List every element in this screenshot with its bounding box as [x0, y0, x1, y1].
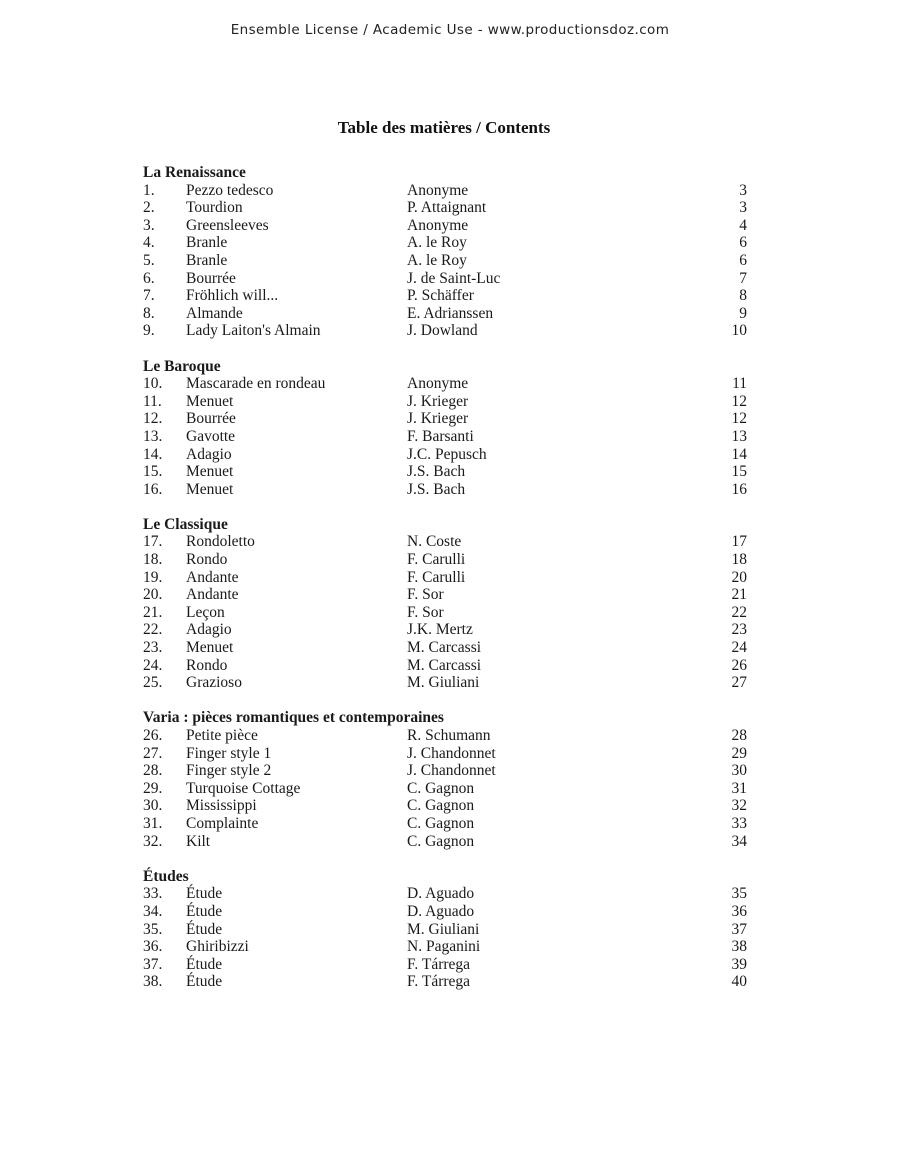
toc-section	[143, 164, 747, 340]
piece-title: Étude	[186, 920, 223, 938]
toc-entry	[143, 182, 747, 200]
composer-name: J. Krieger	[407, 392, 469, 410]
entry-number: 5.	[143, 251, 155, 269]
entry-number: 29.	[143, 779, 163, 797]
composer-name: P. Schäffer	[407, 287, 474, 305]
entry-number: 30.	[143, 797, 163, 815]
entry-number: 7.	[143, 287, 155, 305]
page-number: 8	[739, 287, 747, 305]
page-number: 32	[731, 797, 747, 815]
toc-entry	[143, 270, 747, 288]
piece-title: Petite pièce	[186, 727, 258, 744]
composer-name: C. Gagnon	[407, 832, 475, 850]
piece-title: Branle	[186, 251, 228, 269]
composer-name: N. Coste	[407, 533, 462, 551]
page-number: 12	[731, 410, 747, 428]
piece-title: Étude	[186, 955, 223, 973]
toc-entry	[143, 199, 747, 217]
page-number: 34	[731, 832, 747, 850]
piece-title: Mascarade en rondeau	[186, 375, 326, 393]
toc-entry	[143, 797, 747, 815]
composer-name: J. de Saint-Luc	[407, 269, 501, 287]
entry-number: 6.	[143, 269, 155, 287]
entry-number: 8.	[143, 304, 155, 322]
toc-section	[143, 358, 747, 499]
composer-name: D. Aguado	[407, 902, 475, 920]
toc-entry	[143, 745, 747, 763]
composer-name: F. Tárrega	[407, 955, 471, 973]
composer-name: J. Dowland	[407, 322, 478, 340]
composer-name: C. Gagnon	[407, 779, 475, 797]
toc-entry	[143, 217, 747, 235]
composer-name: F. Sor	[407, 603, 444, 621]
entry-number: 23.	[143, 639, 163, 657]
piece-title: Adagio	[186, 621, 232, 639]
toc-entry	[143, 815, 747, 833]
toc-entry	[143, 621, 747, 639]
piece-title: Étude	[186, 973, 223, 991]
entry-number: 26.	[143, 727, 163, 744]
composer-name: M. Carcassi	[407, 639, 482, 657]
section-title: Varia : pièces romantiques et contemporaines	[143, 709, 444, 727]
entry-number: 28.	[143, 762, 163, 780]
toc-entry	[143, 674, 747, 692]
composer-name: C. Gagnon	[407, 797, 475, 815]
piece-title: Complainte	[186, 814, 259, 832]
toc-entry	[143, 481, 747, 499]
toc-entry	[143, 657, 747, 675]
entry-number: 11.	[143, 392, 162, 410]
license-header: Ensemble License / Academic Use - www.productionsdoz.com	[230, 22, 670, 38]
piece-title: Fröhlich will...	[186, 287, 279, 305]
toc-entry	[143, 375, 747, 393]
composer-name: D. Aguado	[407, 885, 475, 903]
composer-name: M. Giuliani	[407, 674, 480, 692]
entry-number: 35.	[143, 920, 163, 938]
toc-entry	[143, 586, 747, 604]
composer-name: J.S. Bach	[407, 480, 466, 498]
page-number: 16	[731, 480, 747, 498]
composer-name: F. Carulli	[407, 551, 466, 569]
composer-name: F. Carulli	[407, 568, 466, 586]
toc-entry	[143, 762, 747, 780]
piece-title: Almande	[186, 304, 243, 322]
piece-title: Finger style 1	[186, 744, 272, 762]
composer-name: R. Schumann	[407, 727, 491, 744]
composer-name: A. le Roy	[407, 251, 467, 269]
toc-entry	[143, 252, 747, 270]
toc-entry	[143, 428, 747, 446]
toc-entry	[143, 410, 747, 428]
composer-name: F. Tárrega	[407, 973, 471, 991]
entry-number: 1.	[143, 181, 155, 199]
page-number: 37	[731, 920, 747, 938]
toc-section	[143, 868, 747, 991]
composer-name: Anonyme	[407, 375, 469, 393]
toc-entry	[143, 921, 747, 939]
page-number: 4	[739, 216, 747, 234]
piece-title: Gavotte	[186, 427, 236, 445]
section-title: Études	[143, 867, 189, 885]
entry-number: 18.	[143, 551, 163, 569]
composer-name: J.C. Pepusch	[407, 445, 487, 463]
entry-number: 24.	[143, 656, 163, 674]
piece-title: Bourrée	[186, 410, 236, 428]
piece-title: Étude	[186, 902, 223, 920]
piece-title: Mississippi	[186, 797, 257, 815]
piece-title: Andante	[186, 586, 239, 604]
entry-number: 10.	[143, 375, 163, 393]
toc-entry	[143, 234, 747, 252]
piece-title: Leçon	[186, 603, 225, 621]
page-number: 17	[731, 533, 747, 551]
page-number: 21	[731, 586, 747, 604]
page-number: 18	[731, 551, 747, 569]
piece-title: Finger style 2	[186, 762, 272, 780]
entry-number: 31.	[143, 814, 163, 832]
page-number: 22	[731, 603, 747, 621]
entry-number: 37.	[143, 955, 163, 973]
toc-entry	[143, 287, 747, 305]
entry-number: 3.	[143, 216, 155, 234]
entry-number: 14.	[143, 445, 163, 463]
piece-title: Étude	[186, 885, 223, 903]
page-number: 3	[739, 199, 747, 217]
toc-entry	[143, 973, 747, 991]
toc-entry	[143, 639, 747, 657]
section-title: Le Baroque	[143, 357, 221, 375]
piece-title: Menuet	[186, 480, 234, 498]
entry-number: 17.	[143, 533, 163, 551]
page-number: 31	[731, 779, 747, 797]
entry-number: 20.	[143, 586, 163, 604]
page-number: 7	[739, 269, 747, 287]
composer-name: J. Chandonnet	[407, 762, 496, 780]
piece-title: Branle	[186, 234, 228, 252]
page-number: 6	[739, 251, 747, 269]
entry-number: 16.	[143, 480, 163, 498]
page-number: 10	[731, 322, 747, 340]
page-number: 33	[731, 814, 747, 832]
piece-title: Grazioso	[186, 674, 242, 692]
entry-number: 22.	[143, 621, 163, 639]
page-number: 29	[731, 744, 747, 762]
page-number: 35	[731, 885, 747, 903]
page-number: 12	[731, 392, 747, 410]
entry-number: 33.	[143, 885, 163, 903]
page-number: 13	[731, 427, 747, 445]
entry-number: 13.	[143, 427, 163, 445]
toc-entry	[143, 446, 747, 464]
entry-number: 25.	[143, 674, 163, 692]
toc-entry	[143, 551, 747, 569]
page-number: 27	[731, 674, 747, 692]
composer-name: F. Sor	[407, 586, 444, 604]
piece-title: Menuet	[186, 463, 234, 481]
entry-number: 36.	[143, 938, 163, 956]
toc-entry	[143, 393, 747, 411]
page-number: 9	[739, 304, 747, 322]
piece-title: Menuet	[186, 392, 234, 410]
composer-name: M. Giuliani	[407, 920, 480, 938]
toc-entry	[143, 833, 747, 851]
page-number: 28	[731, 727, 747, 744]
toc-entry	[143, 780, 747, 798]
toc-entry	[143, 305, 747, 323]
piece-title: Ghiribizzi	[186, 938, 249, 956]
composer-name: A. le Roy	[407, 234, 467, 252]
section-title: La Renaissance	[143, 164, 246, 181]
page-number: 40	[731, 973, 747, 991]
piece-title: Rondo	[186, 656, 228, 674]
toc-entry	[143, 463, 747, 481]
toc-entry	[143, 322, 747, 340]
piece-title: Lady Laiton's Almain	[186, 322, 321, 340]
entry-number: 2.	[143, 199, 155, 217]
entry-number: 9.	[143, 322, 155, 340]
composer-name: J.K. Mertz	[407, 621, 473, 639]
page-title: Table des matières / Contents	[337, 118, 551, 137]
page-number: 36	[731, 902, 747, 920]
composer-name: Anonyme	[407, 181, 469, 199]
page-number: 38	[731, 938, 747, 956]
toc-entry	[143, 727, 747, 745]
page-number: 30	[731, 762, 747, 780]
page-number: 14	[731, 445, 747, 463]
piece-title: Andante	[186, 568, 239, 586]
page-number: 23	[731, 621, 747, 639]
toc-entry	[143, 885, 747, 903]
entry-number: 15.	[143, 463, 163, 481]
composer-name: Anonyme	[407, 216, 469, 234]
entry-number: 4.	[143, 234, 155, 252]
toc-entry	[143, 938, 747, 956]
piece-title: Menuet	[186, 639, 234, 657]
page-number: 24	[731, 639, 747, 657]
piece-title: Greensleeves	[186, 216, 269, 234]
composer-name: C. Gagnon	[407, 814, 475, 832]
entry-number: 12.	[143, 410, 163, 428]
composer-name: J.S. Bach	[407, 463, 466, 481]
piece-title: Turquoise Cottage	[186, 779, 301, 797]
piece-title: Bourrée	[186, 269, 236, 287]
toc-section	[143, 516, 747, 692]
composer-name: E. Adrianssen	[407, 304, 494, 322]
page-number: 26	[731, 656, 747, 674]
page-number: 39	[731, 955, 747, 973]
toc-entry	[143, 569, 747, 587]
page-number: 15	[731, 463, 747, 481]
page-number: 11	[732, 375, 747, 393]
toc-entry	[143, 533, 747, 551]
piece-title: Pezzo tedesco	[186, 181, 274, 199]
entry-number: 19.	[143, 568, 163, 586]
entry-number: 38.	[143, 973, 163, 991]
composer-name: M. Carcassi	[407, 656, 482, 674]
section-title: Le Classique	[143, 515, 228, 533]
table-of-contents	[143, 164, 747, 1009]
piece-title: Rondoletto	[186, 533, 255, 551]
composer-name: J. Chandonnet	[407, 744, 496, 762]
piece-title: Adagio	[186, 445, 232, 463]
piece-title: Kilt	[186, 832, 211, 850]
entry-number: 27.	[143, 744, 163, 762]
composer-name: P. Attaignant	[407, 199, 487, 217]
composer-name: J. Krieger	[407, 410, 469, 428]
toc-entry	[143, 604, 747, 622]
toc-entry	[143, 903, 747, 921]
composer-name: N. Paganini	[407, 938, 481, 956]
piece-title: Rondo	[186, 551, 228, 569]
page-number: 3	[739, 181, 747, 199]
piece-title: Tourdion	[186, 199, 243, 217]
composer-name: F. Barsanti	[407, 427, 474, 445]
entry-number: 34.	[143, 902, 163, 920]
page-number: 6	[739, 234, 747, 252]
toc-entry	[143, 956, 747, 974]
page-number: 20	[731, 568, 747, 586]
entry-number: 32.	[143, 832, 163, 850]
toc-section	[143, 709, 747, 850]
entry-number: 21.	[143, 603, 163, 621]
